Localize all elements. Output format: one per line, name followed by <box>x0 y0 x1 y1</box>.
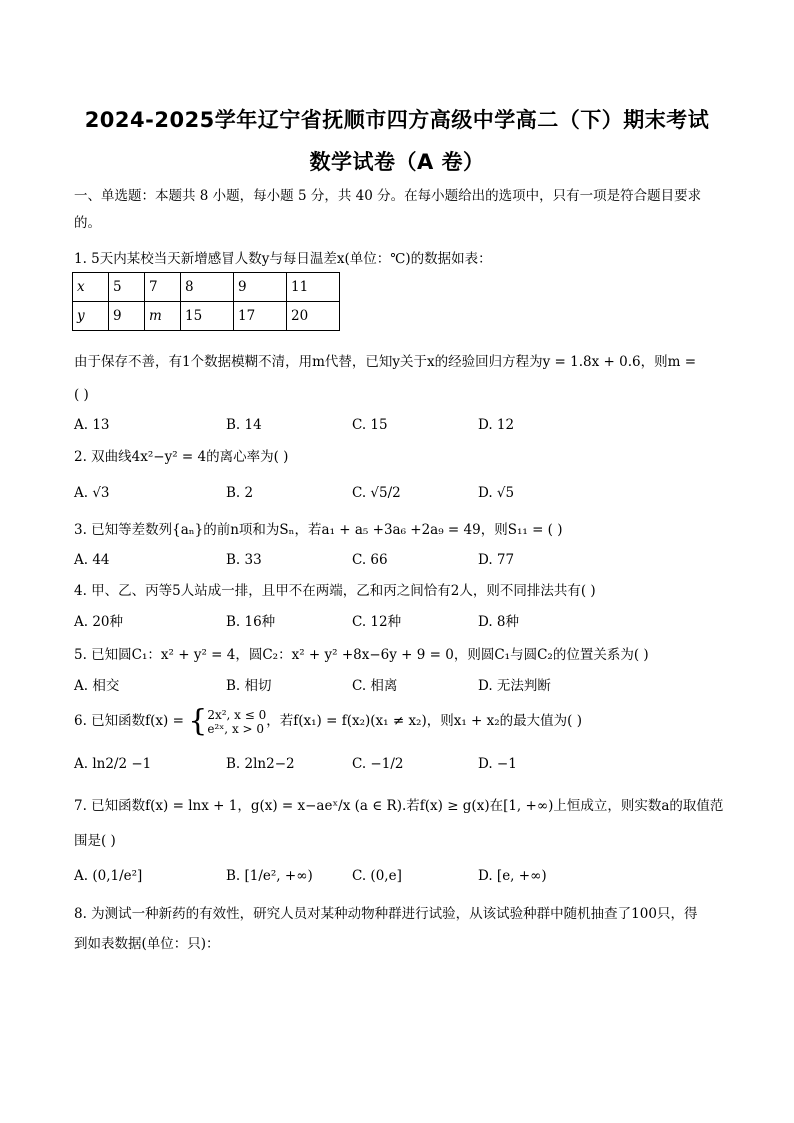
q2-option-a[interactable]: A. √3 <box>74 485 110 501</box>
section-desc-line1: 本题共 8 小题，每小题 5 分，共 40 分。在每小题给出的选项中，只有一项是符合题目要求 <box>155 188 702 204</box>
q3-option-a[interactable]: A. 44 <box>74 552 110 568</box>
q5-option-d[interactable]: D. 无法判断 <box>478 678 551 694</box>
question-1-table <box>72 272 340 331</box>
q7-option-d[interactable]: D. [e, +∞) <box>478 868 547 884</box>
q7-option-c[interactable]: C. (0,e] <box>352 868 402 884</box>
q4-option-a[interactable]: A. 20种 <box>74 614 124 630</box>
table-cell: 8 <box>181 273 234 302</box>
q4-option-d[interactable]: D. 8种 <box>478 614 520 630</box>
q5-option-a[interactable]: A. 相交 <box>74 678 120 694</box>
q1-option-d[interactable]: D. 12 <box>478 417 515 433</box>
table-cell: 9 <box>109 302 145 331</box>
table-cell: y <box>73 302 109 331</box>
question-5-text: 5. 已知圆C₁：x² + y² = 4，圆C₂：x² + y² +8x−6y + 9 = 0，则圆C₁与圆C₂的位置关系为( ) <box>74 647 649 663</box>
question-8-text-line2: 到如表数据(单位：只)： <box>74 936 220 952</box>
q1-option-c[interactable]: C. 15 <box>352 417 388 433</box>
q3-option-d[interactable]: D. 77 <box>478 552 515 568</box>
table-cell: 9 <box>234 273 287 302</box>
table-cell: 11 <box>287 273 340 302</box>
q7-option-b[interactable]: B. [1/e², +∞) <box>226 868 313 884</box>
q4-option-b[interactable]: B. 16种 <box>226 614 276 630</box>
table-cell: x <box>73 273 109 302</box>
table-cell: 20 <box>287 302 340 331</box>
q3-option-c[interactable]: C. 66 <box>352 552 388 568</box>
question-7-text-line1: 7. 已知函数f(x) = lnx + 1，g(x) = x−aeˣ/x (a ∈ R).若f(x) ≥ g(x)在[1, +∞)上恒成立，则实数a的取值范 <box>74 798 724 814</box>
q6-option-a[interactable]: A. ln2/2 −1 <box>74 756 152 772</box>
section-head: 一、单选题： <box>74 188 155 204</box>
table-row-x <box>73 273 340 302</box>
table-cell: 7 <box>145 273 181 302</box>
question-1-text2: 由于保存不善，有1个数据模糊不清，用m代替，已知y关于x的经验回归方程为y = 1.8x + 0.6，则m = <box>74 354 697 370</box>
exam-title-line1: 2024-2025学年辽宁省抚顺市四方高级中学高二（下）期末考试 <box>84 108 710 132</box>
q6-option-b[interactable]: B. 2ln2−2 <box>226 756 295 772</box>
table-cell: 15 <box>181 302 234 331</box>
q6-case1: 2x², x ≤ 0 <box>207 707 267 722</box>
question-1-text: 1. 5天内某校当天新增感冒人数y与每日温差x(单位：℃)的数据如表： <box>74 251 492 267</box>
table-row-y <box>73 302 340 331</box>
question-3-text: 3. 已知等差数列{aₙ}的前n项和为Sₙ，若a₁ + a₅ +3a₆ +2a₉ = 49，则S₁₁ = ( ) <box>74 522 563 538</box>
section-header <box>74 187 734 205</box>
q2-option-c[interactable]: C. √5/2 <box>352 485 401 501</box>
q3-option-b[interactable]: B. 33 <box>226 552 262 568</box>
q6-cases <box>207 708 266 736</box>
question-8-text-line1: 8. 为测试一种新药的有效性，研究人员对某种动物种群进行试验，从该试验种群中随机抽查了100只，得 <box>74 906 698 922</box>
q6-case2: e²ˣ, x > 0 <box>207 721 265 736</box>
table-cell: 5 <box>109 273 145 302</box>
question-1-paren: ( ) <box>74 387 89 403</box>
q6-post: ，若f(x₁) = f(x₂)(x₁ ≠ x₂)，则x₁ + x₂的最大值为( ) <box>266 713 583 729</box>
q6-pre: 6. 已知函数f(x) = <box>74 713 184 729</box>
q1-option-b[interactable]: B. 14 <box>226 417 262 433</box>
question-6-text <box>74 705 734 737</box>
exam-title-line2: 数学试卷（A 卷） <box>309 150 485 174</box>
q6-option-c[interactable]: C. −1/2 <box>352 756 404 772</box>
table-cell: m <box>145 302 181 331</box>
table-cell: 17 <box>234 302 287 331</box>
q7-option-a[interactable]: A. (0,1/e²] <box>74 868 143 884</box>
brace-symbol: { <box>188 703 208 739</box>
question-7-text-line2: 围是( ) <box>74 833 116 849</box>
question-2-text: 2. 双曲线4x²−y² = 4的离心率为( ) <box>74 449 289 465</box>
section-desc-line2: 的。 <box>74 215 101 231</box>
q2-option-b[interactable]: B. 2 <box>226 485 254 501</box>
q1-option-a[interactable]: A. 13 <box>74 417 110 433</box>
question-4-text: 4. 甲、乙、丙等5人站成一排，且甲不在两端，乙和丙之间恰有2人，则不同排法共有( ) <box>74 583 596 599</box>
q2-option-d[interactable]: D. √5 <box>478 485 515 501</box>
q5-option-b[interactable]: B. 相切 <box>226 678 272 694</box>
q6-option-d[interactable]: D. −1 <box>478 756 517 772</box>
q5-option-c[interactable]: C. 相离 <box>352 678 398 694</box>
q4-option-c[interactable]: C. 12种 <box>352 614 402 630</box>
